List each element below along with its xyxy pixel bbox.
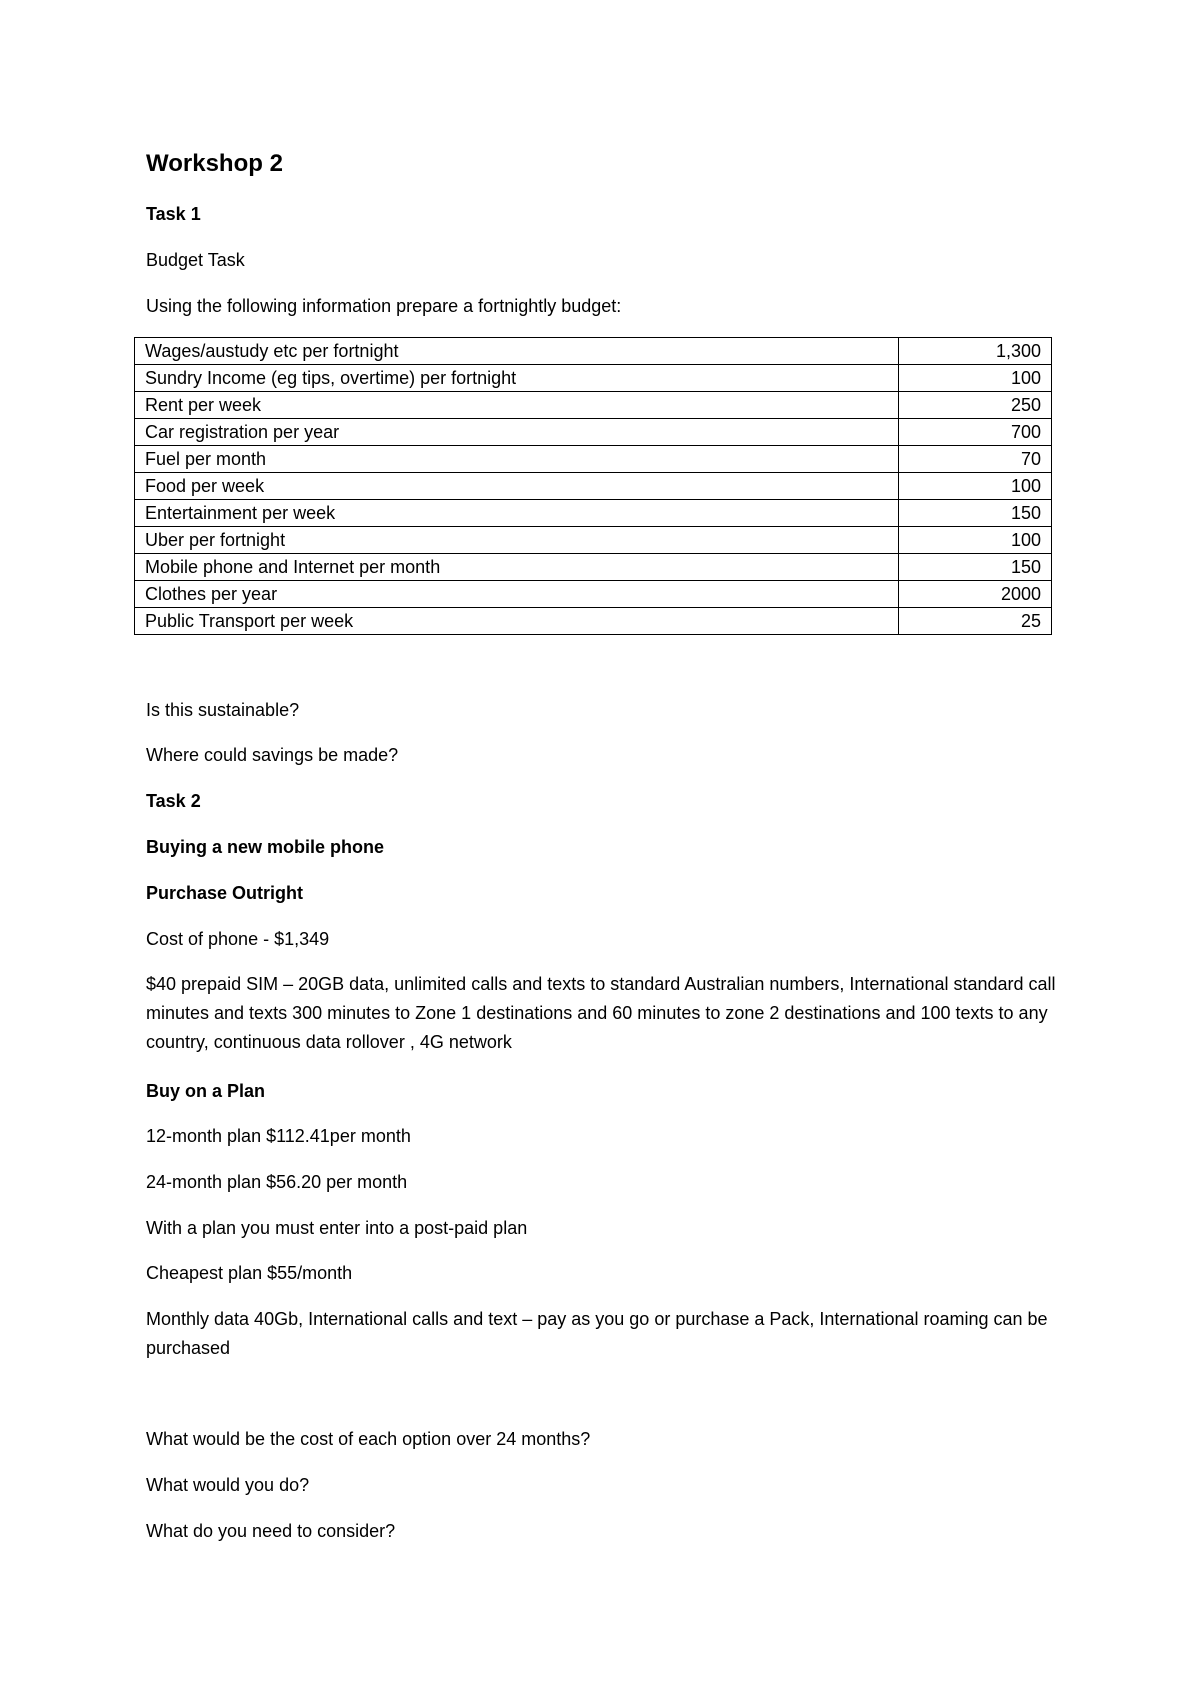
budget-item-label: Car registration per year — [135, 419, 899, 446]
budget-item-amount: 1,300 — [899, 338, 1052, 365]
budget-item-label: Sundry Income (eg tips, overtime) per fortnight — [135, 365, 899, 392]
question-sustainable: Is this sustainable? — [146, 700, 300, 720]
budget-item-amount: 25 — [899, 608, 1052, 635]
budget-item-amount: 150 — [899, 500, 1052, 527]
table-row — [135, 365, 1052, 392]
budget-table — [134, 337, 1052, 635]
budget-item-label: Uber per fortnight — [135, 527, 899, 554]
task1-subtitle: Budget Task — [146, 250, 245, 270]
table-row — [135, 608, 1052, 635]
table-row — [135, 338, 1052, 365]
question-cost-24-months: What would be the cost of each option over 24 months? — [146, 1429, 591, 1449]
task2-heading: Task 2 — [146, 791, 201, 811]
budget-item-amount: 70 — [899, 446, 1052, 473]
budget-item-amount: 2000 — [899, 581, 1052, 608]
page-title: Workshop 2 — [146, 150, 283, 177]
table-row — [135, 500, 1052, 527]
table-row — [135, 392, 1052, 419]
outright-heading: Purchase Outright — [146, 883, 304, 903]
phone-cost: Cost of phone - $1,349 — [146, 929, 330, 949]
budget-item-amount: 700 — [899, 419, 1052, 446]
budget-item-label: Public Transport per week — [135, 608, 899, 635]
table-row — [135, 581, 1052, 608]
budget-item-amount: 150 — [899, 554, 1052, 581]
table-row — [135, 554, 1052, 581]
cheapest-plan: Cheapest plan $55/month — [146, 1263, 353, 1283]
task2-subtitle: Buying a new mobile phone — [146, 837, 385, 857]
table-row — [135, 446, 1052, 473]
task1-intro: Using the following information prepare a fortnightly budget: — [146, 296, 622, 316]
plan-heading: Buy on a Plan — [146, 1081, 266, 1101]
budget-item-amount: 100 — [899, 527, 1052, 554]
postpaid-note: With a plan you must enter into a post-paid plan — [146, 1218, 528, 1238]
budget-item-label: Entertainment per week — [135, 500, 899, 527]
budget-item-label: Food per week — [135, 473, 899, 500]
table-row — [135, 473, 1052, 500]
budget-item-amount: 100 — [899, 473, 1052, 500]
budget-item-amount: 100 — [899, 365, 1052, 392]
budget-item-label: Fuel per month — [135, 446, 899, 473]
question-consider: What do you need to consider? — [146, 1521, 396, 1541]
question-what-would-you-do: What would you do? — [146, 1475, 310, 1495]
question-savings: Where could savings be made? — [146, 745, 399, 765]
budget-item-label: Mobile phone and Internet per month — [135, 554, 899, 581]
budget-item-label: Clothes per year — [135, 581, 899, 608]
prepaid-sim-details: $40 prepaid SIM – 20GB data, unlimited calls and texts to standard Australian numbers, International standard call minutes and texts 300 minutes to Zone 1 destinations and 60 minutes to zone 2 destinations and 100 texts to any country, continuous data rollover , 4G network — [146, 974, 1056, 1052]
budget-item-label: Wages/austudy etc per fortnight — [135, 338, 899, 365]
table-row — [135, 419, 1052, 446]
task1-heading: Task 1 — [146, 204, 201, 224]
plan-12-month: 12-month plan $112.41per month — [146, 1126, 411, 1146]
budget-item-amount: 250 — [899, 392, 1052, 419]
table-row — [135, 527, 1052, 554]
plan-24-month: 24-month plan $56.20 per month — [146, 1172, 408, 1192]
budget-item-label: Rent per week — [135, 392, 899, 419]
plan-details: Monthly data 40Gb, International calls and text – pay as you go or purchase a Pack, International roaming can be purchased — [146, 1309, 1048, 1358]
